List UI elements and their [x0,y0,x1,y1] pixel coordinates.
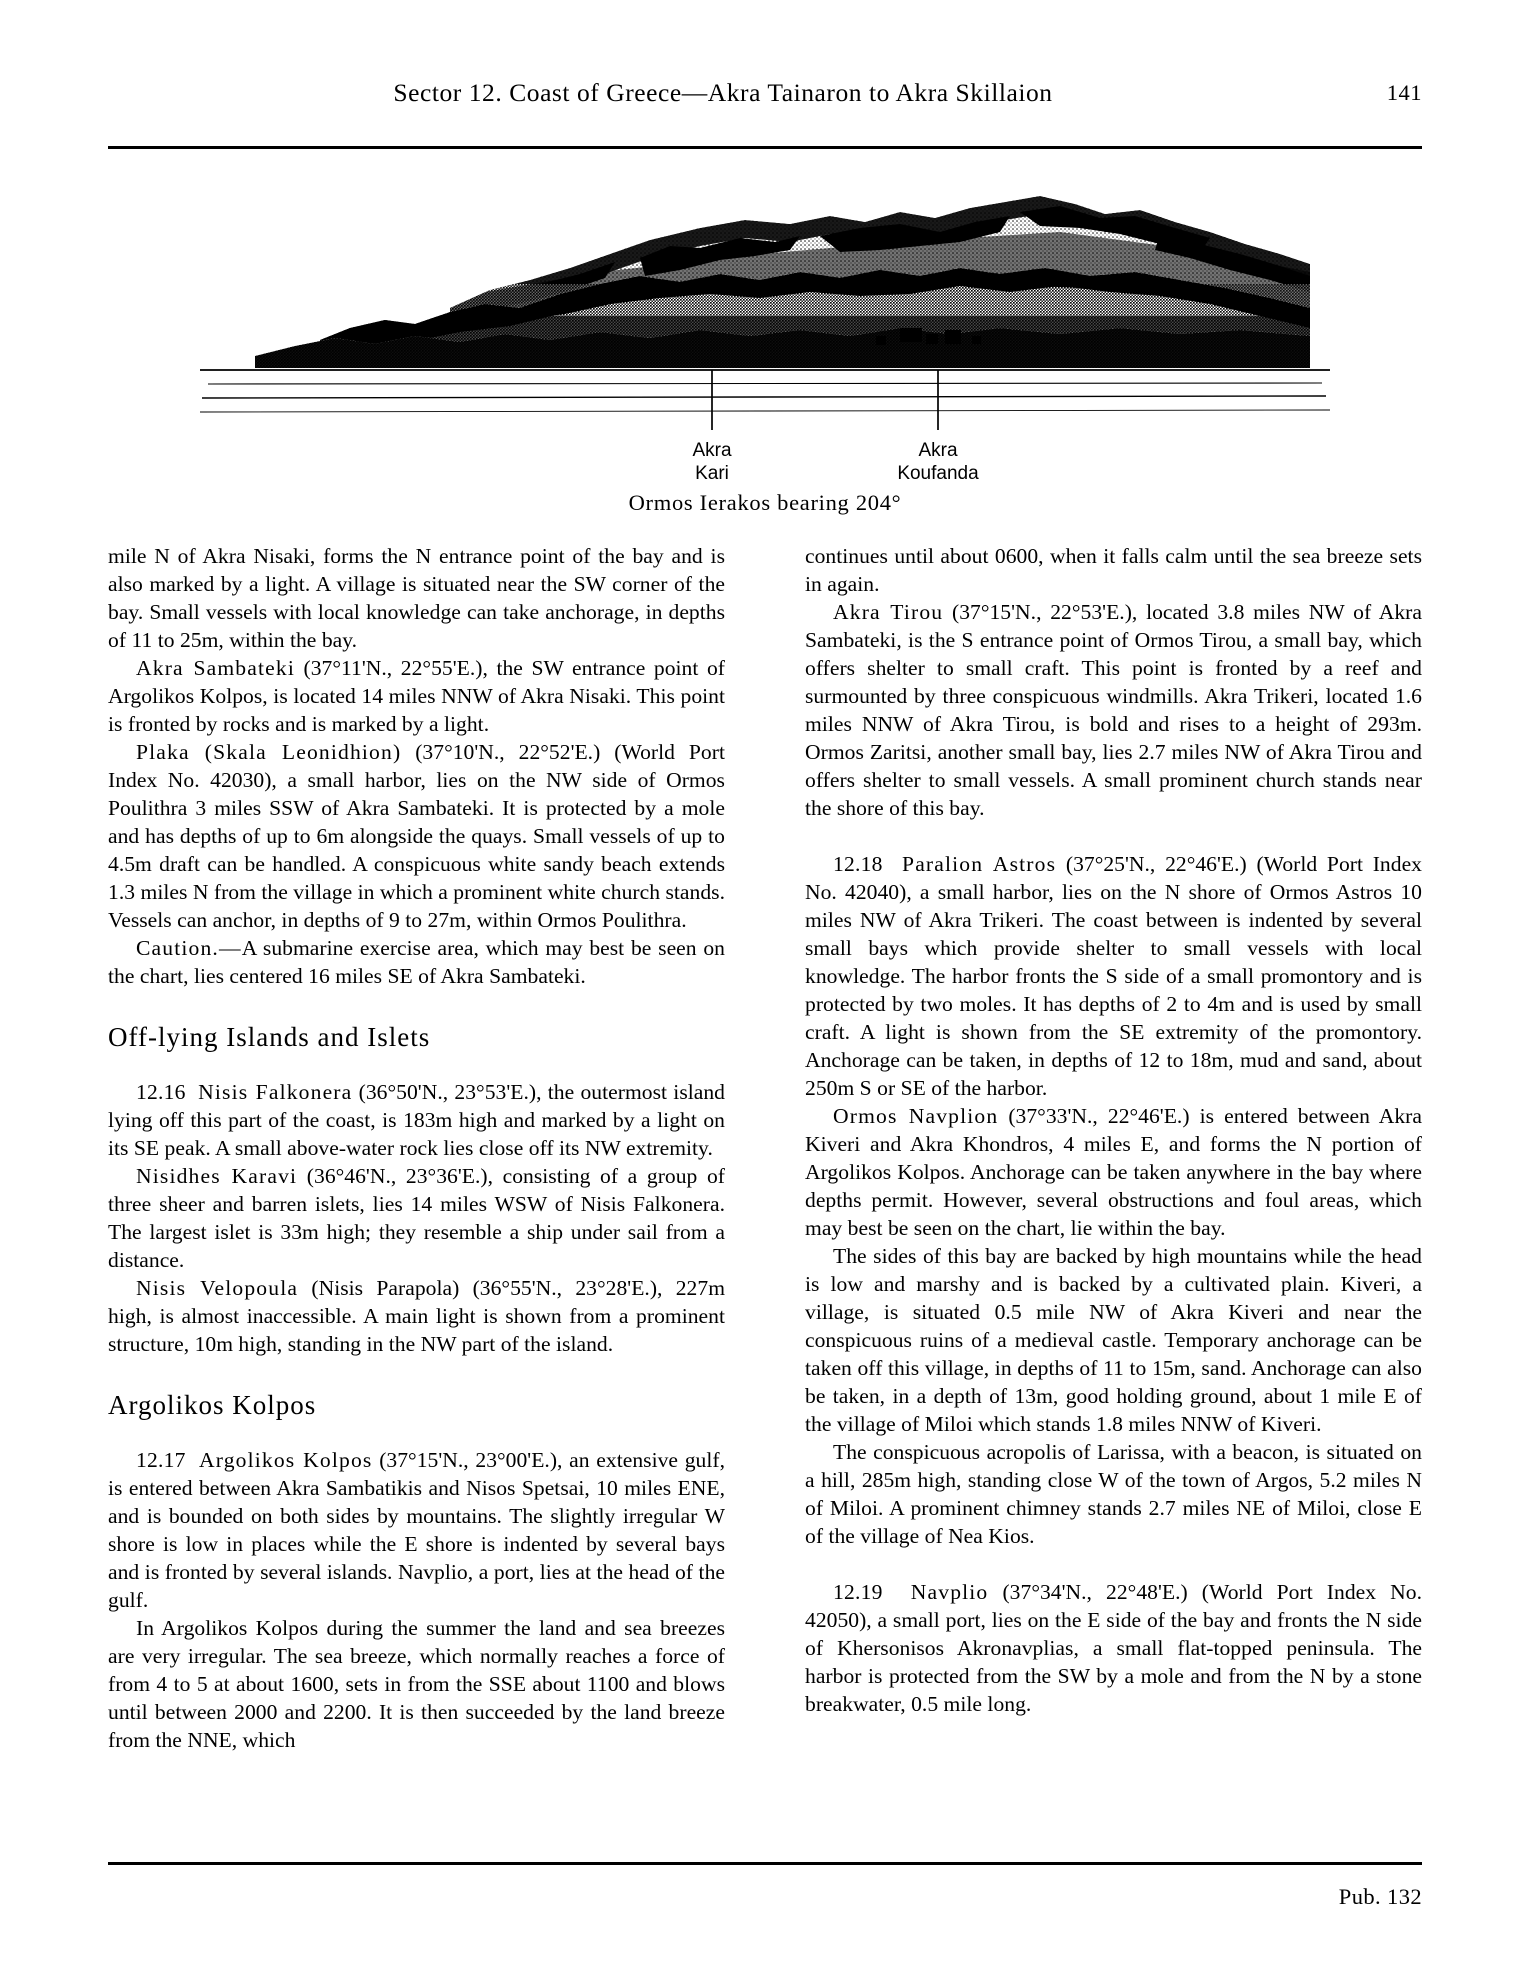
term-lead: Akra Tirou [833,600,944,624]
paragraph [108,1274,725,1358]
column-left [108,542,725,1754]
term-lead: Navplio [910,1580,989,1604]
paragraph-text: (36°46'N., 23°36'E.), consisting of a group of three sheer and barren islets, lies 14 miles WSW of Nisis Falkonera. The largest islet is 33m high; they resemble a ship under sail from a distance. [108,1164,725,1272]
paragraph [108,654,725,738]
paragraph-text: (37°25'N., 22°46'E.) (World Port Index No. 42040), a small harbor, lies on the N shore of Ormos Astros 10 miles NW of Akra Trikeri. The coast between is indented by several small bays which provide shelter to small vessels with local knowledge. The harbor fronts the S side of a small promontory and is protected by two moles. It has depths of 2 to 4m and is used by small craft. A light is shown from the SE extremity of the promontory. Anchorage can be taken, in depths of 12 to 18m, mud and sand, about 250m S or SE of the harbor. [805,852,1422,1100]
leader-lines [712,370,938,430]
paragraph [108,738,725,934]
paragraph [805,598,1422,822]
paragraph [805,850,1422,1102]
term-lead: Nisis Falkonera [198,1080,353,1104]
term-lead: Caution.— [136,936,242,960]
paragraph [108,1078,725,1162]
body-columns [108,542,1422,1842]
paragraph [108,1614,725,1754]
point-label-akra-koufanda-line1: Akra [918,440,958,461]
paragraph-text: (37°11'N., 22°55'E.), the SW entrance point of Argolikos Kolpos, is located 14 miles NNW of Akra Nisaki. This point is fronted by rocks and is marked by a light. [108,656,725,736]
paragraph [108,1446,725,1614]
figure-caption: Ormos Ierakos bearing 204° [628,490,902,515]
point-label-akra-koufanda [897,440,979,484]
footer-rule [108,1862,1422,1865]
section-heading: Argolikos Kolpos [108,1390,317,1420]
paragraph-text: (37°10'N., 22°52'E.) (World Port Index No. 42030), a small harbor, lies on the NW side of Ormos Poulithra 3 miles SSW of Akra Sambateki. It is protected by a mole and has depths of up to 6m alongside the quays. Small vessels of up to 4.5m draft can be handled. A conspicuous white sandy beach extends 1.3 miles N from the village in which a prominent white church stands. Vessels can anchor, in depths of 9 to 27m, within Ormos Poulithra. [108,740,725,932]
publication-number: Pub. 132 [1338,1884,1422,1909]
point-label-akra-koufanda-line2: Koufanda [897,463,979,484]
paragraph-text: (37°15'N., 23°00'E.), an extensive gulf, is entered between Akra Sambatikis and Nisos Spetsai, 10 miles ENE, and is bounded on both sides by mountains. The slightly irregular W shore is low in places while the E shore is indented by several bays and is fronted by several islands. Navplio, a port, lies at the head of the gulf. [108,1448,726,1612]
point-label-akra-kari-line1: Akra [692,440,732,461]
paragraph-number: 12.16 [136,1080,186,1104]
paragraph-text: (37°15'N., 22°53'E.), located 3.8 miles NW of Akra Sambateki, is the S entrance point of Ormos Tirou, a small bay, which offers shelter to small craft. This point is fronted by a reef and surmounted by three conspicuous windmills. Akra Trikeri, located 1.6 miles NNW of Akra Tirou, is bold and rises to a height of 293m. Ormos Zaritsi, another small bay, lies 2.7 miles NW of Akra Tirou and offers shelter to small vessels. A small prominent church stands near the shore of this bay. [805,600,1422,820]
section-heading: Off-lying Islands and Islets [108,1022,431,1052]
point-label-akra-kari [692,440,732,484]
page-title: Sector 12. Coast of Greece—Akra Tainaron to Akra Skillaion [393,78,1053,107]
term-lead: Plaka (Skala Leonidhion) [136,740,402,764]
column-right [805,542,1422,1718]
term-lead: Ormos Navplion [833,1104,999,1128]
term-lead: Paralion Astros [902,852,1057,876]
paragraph-text: (37°34'N., 22°48'E.) (World Port Index No. 42050), a small port, lies on the E side of the bay and fronts the N side of Khersonisos Akronavplias, a small flat-topped peninsula. The harbor is protected from the SW by a mole and from the N by a stone breakwater, 0.5 mile long. [805,1580,1422,1716]
paragraph-text: In Argolikos Kolpos during the summer the land and sea breezes are very irregular. The sea breeze, which normally reaches a force of from 4 to 5 at about 1600, sets in from the SSE about 1100 and blows until between 2000 and 2200. It is then succeeded by the land breeze from the NNE, which [108,1616,725,1752]
paragraph-text: A submarine exercise area, which may best be seen on the chart, lies centered 16 miles SE of Akra Sambateki. [108,936,725,988]
term-lead: Nisis Velopoula [136,1276,299,1300]
paragraph-text: The conspicuous acropolis of Larissa, with a beacon, is situated on a hill, 285m high, standing close W of the town of Argos, 5.2 miles N of Miloi. A prominent chimney stands 2.7 miles NE of Miloi, close E of the village of Nea Kios. [805,1440,1422,1548]
paragraph-text: (36°50'N., 23°53'E.), the outermost island lying off this part of the coast, is 183m high and marked by a light on its SE peak. A small above-water rock lies close off its NW extremity. [108,1080,725,1160]
paragraph-text: continues until about 0600, when it falls calm until the sea breeze sets in again. [805,544,1422,596]
paragraph-number: 12.19 [833,1580,883,1604]
page-number: 141 [1386,80,1422,105]
header-rule [108,146,1422,149]
sea-horizon-lines [200,370,1330,412]
term-lead: Argolikos Kolpos [199,1448,373,1472]
coastal-profile-illustration [200,188,1330,488]
paragraph [108,1162,725,1274]
running-head [108,78,1422,118]
term-lead: Nisidhes Karavi [136,1164,298,1188]
paragraph [805,1242,1422,1438]
paragraph-text: mile N of Akra Nisaki, forms the N entrance point of the bay and is also marked by a light. A village is situated near the SW corner of the bay. Small vessels with local knowledge can take anchorage, in depths of 11 to 25m, within the bay. [108,544,725,652]
paragraph-number: 12.18 [833,852,883,876]
point-label-akra-kari-line2: Kari [695,463,729,484]
term-lead: Akra Sambateki [136,656,295,680]
paragraph [805,1578,1422,1718]
paragraph-text: (37°33'N., 22°46'E.) is entered between Akra Kiveri and Akra Khondros, 4 miles E, and forms the N portion of Argolikos Kolpos. Anchorage can be taken anywhere in the bay where depths permit. However, several obstructions and foul areas, which may best be seen on the chart, lie within the bay. [805,1104,1422,1240]
paragraph-text: The sides of this bay are backed by high mountains while the head is low and marshy and is backed by a cultivated plain. Kiveri, a village, is situated 0.5 mile NW of Akra Kiveri and near the conspicuous ruins of a medieval castle. Temporary anchorage can be taken off this village, in depths of 11 to 15m, sand. Anchorage can also be taken, in a depth of 13m, good holding ground, about 1 mile E of the village of Miloi which stands 1.8 miles NNW of Kiveri. [805,1244,1422,1436]
paragraph [805,1438,1422,1550]
paragraph-caution [108,934,725,990]
paragraph-number: 12.17 [136,1448,186,1472]
paragraph-text: (Nisis Parapola) (36°55'N., 23°28'E.), 227m high, is almost inaccessible. A main light is shown from a prominent structure, 10m high, standing in the NW part of the island. [108,1276,726,1356]
paragraph [805,1102,1422,1242]
paragraph [805,542,1422,598]
paragraph [108,542,725,654]
